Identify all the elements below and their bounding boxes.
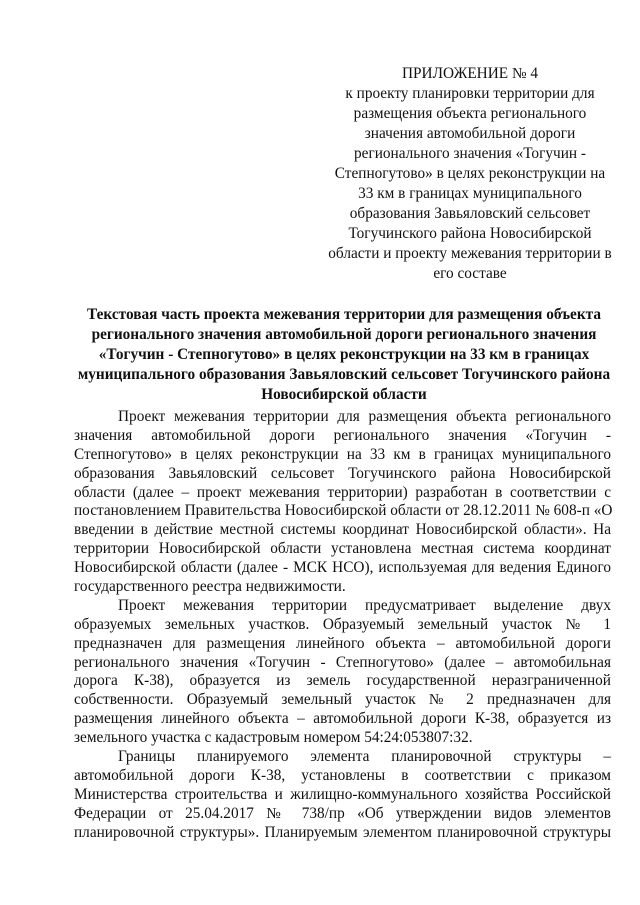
document-title (74, 305, 614, 405)
appendix-line: 33 км в границах муниципального (358, 185, 582, 202)
appendix-line: размещения объекта регионального (353, 105, 587, 122)
text-line: постановлением Правительства Новосибирской области от 28.12.2011 № 608-п «О (74, 502, 613, 520)
appendix-line: образования Завьяловский сельсовет (349, 205, 591, 222)
text-line: Границы планируемого элемента планировочной структуры – (118, 748, 611, 766)
appendix-line: Степногутово» в целях реконструкции на (334, 165, 606, 182)
text-line: образуемых земельных участков. Образуемый земельный участок № 1 (74, 615, 611, 633)
title-line: регионального значения автомобильной дороги регионального значения (91, 326, 597, 343)
text-line: значения автомобильной дороги регионального значения «Тогучин - (74, 426, 611, 444)
text-line: собственности. Образуемый земельный участок № 2 предназначен для (74, 691, 611, 709)
text-line: Проект межевания территории для размещения объекта регионального (118, 408, 611, 425)
title-line: Новосибирской области (261, 386, 427, 403)
text-line: регионального значения «Тогучин - Степногутово» (далее – автомобильная (74, 653, 611, 671)
text-line: области (далее – проект межевания территории) разработан в соответствии с (74, 483, 611, 501)
appendix-line: ПРИЛОЖЕНИЕ № 4 (401, 65, 539, 82)
text-line: государственного реестра недвижимости. (74, 578, 346, 596)
appendix-line: области и проекту межевания территории в (328, 245, 612, 262)
text-line: Проект межевания территории предусматривает выделение двух (118, 596, 611, 614)
text-line: предназначен для размещения линейного объекта – автомобильной дороги (74, 634, 611, 652)
appendix-line: значения автомобильной дороги (364, 125, 576, 142)
text-line: земельного участка с кадастровым номером 54:24:053807:32. (74, 729, 473, 747)
text-line: размещения линейного объекта – автомобильной дороги К-38, образуется из (74, 710, 611, 728)
text-line: автомобильной дороги К-38, установлены в соответствии с приказом (74, 766, 611, 784)
text-line: Министерства строительства и жилищно-коммунального хозяйства Российской (74, 785, 611, 803)
appendix-line: Тогучинского района Новосибирской (348, 225, 592, 242)
appendix-line: к проекту планировки территории для (345, 85, 595, 102)
paragraph (74, 748, 611, 842)
text-line: планировочной структуры». Планируемым элементом планировочной структуры (74, 823, 611, 841)
appendix-line: регионального значения «Тогучин - (354, 145, 586, 162)
text-line: введении в действие местной системы координат Новосибирской области». На (74, 521, 611, 539)
paragraph (74, 597, 611, 748)
paragraph (74, 408, 611, 597)
text-line: Федерации от 25.04.2017 № 738/пр «Об утверждении видов элементов (74, 804, 611, 822)
text-line: Новосибирской области (далее - МСК НСО), используемая для ведения Единого (74, 559, 611, 577)
title-line: Текстовая часть проекта межевания территории для размещения объекта (87, 306, 601, 323)
text-line: территории Новосибирской области установлена местная система координат (74, 540, 611, 558)
title-line: «Тогучин - Степногутово» в целях реконструкции на 33 км в границах (98, 346, 590, 363)
body-text (74, 408, 611, 842)
text-line: Степногутово» в целях реконструкции на 33 км в границах муниципального (74, 445, 611, 463)
text-line: дорога К-38), образуется из земель государственной неразграниченной (74, 672, 611, 690)
text-line: образования Завьяловский сельсовет Тогучинского района Новосибирской (74, 464, 611, 482)
title-line: муниципального образования Завьяловский сельсовет Тогучинского района (77, 366, 611, 383)
appendix-header (322, 64, 618, 284)
appendix-line: его составе (433, 265, 507, 282)
